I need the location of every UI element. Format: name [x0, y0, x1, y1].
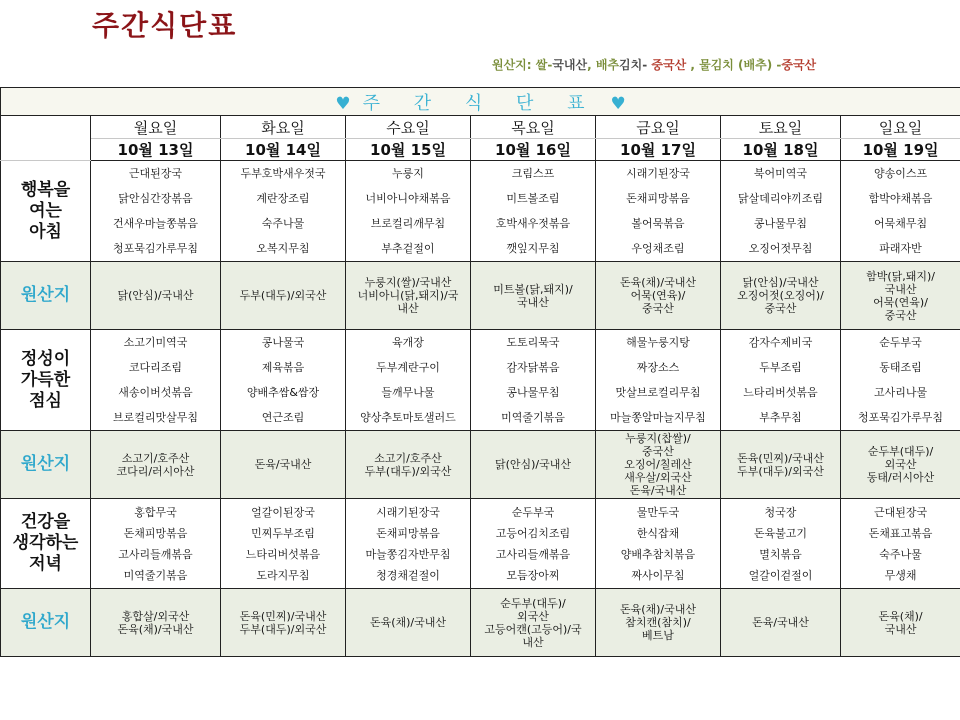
menu-cell — [346, 330, 471, 431]
date-header: 10월 19일 — [841, 139, 960, 161]
menu-item: 돈채피망볶음 — [376, 526, 440, 540]
meal-label-line: 아침 — [29, 221, 62, 242]
menu-item: 도토리묵국 — [506, 336, 560, 349]
menu-item: 너비아니야채볶음 — [365, 192, 451, 205]
origin-line: 순두부(대두)/ — [500, 596, 566, 610]
origin-line: 고등어캔(고등어)/국 — [484, 622, 582, 636]
origin-cell — [471, 589, 596, 657]
origin-line: 두부(대두)/외국산 — [239, 622, 327, 636]
origin-cell — [346, 589, 471, 657]
origin-cell — [841, 589, 960, 657]
menu-item: 청경채겉절이 — [376, 568, 440, 582]
menu-item: 무생채 — [884, 568, 917, 582]
origin-cell — [221, 589, 346, 657]
origin-note-part: , 배추 — [587, 58, 620, 72]
corner-cell — [1, 116, 91, 161]
origin-cell — [841, 262, 960, 330]
menu-item: 크림스프 — [511, 167, 555, 180]
origin-line: 중국산 — [764, 302, 797, 315]
origin-line: 미트볼(닭,돼지)/ — [493, 282, 573, 296]
menu-item: 순두부국 — [879, 336, 922, 349]
origin-line: 돈육(채)/국내산 — [369, 616, 447, 629]
origin-cell — [841, 431, 960, 499]
origin-cell — [346, 431, 471, 499]
meal-label-line: 행복을 — [20, 179, 71, 200]
meal-row — [1, 330, 960, 431]
weekly-menu-table — [0, 87, 960, 657]
origin-line: 동태/러시아산 — [866, 471, 935, 484]
meal-label-line: 점심 — [29, 390, 62, 411]
origin-note-prefix: 원산지: — [492, 58, 536, 72]
menu-item: 민찌두부조림 — [251, 526, 315, 540]
origin-line: 홍합살/외국산 — [121, 609, 190, 623]
origin-row — [1, 589, 960, 657]
date-header-row — [1, 139, 960, 161]
menu-cell — [221, 330, 346, 431]
date-header: 10월 16일 — [471, 139, 596, 161]
table-title: 주 간 식 단 표 — [362, 92, 599, 114]
origin-line: 소고기/호주산 — [121, 451, 190, 465]
menu-cell — [841, 499, 960, 589]
table-title-row — [1, 88, 960, 116]
menu-item: 청국장 — [764, 505, 797, 519]
date-header: 10월 18일 — [721, 139, 841, 161]
menu-cell — [471, 330, 596, 431]
meal-label-line: 생각하는 — [12, 533, 79, 553]
menu-item: 순두부국 — [511, 505, 555, 519]
origin-line: 어묵(연육)/ — [873, 295, 928, 309]
origin-line: 돈육(채)/ — [878, 609, 923, 623]
menu-item: 느타리버섯볶음 — [743, 386, 818, 399]
origin-cell — [596, 589, 721, 657]
menu-item: 어묵채무침 — [873, 217, 928, 230]
menu-cell — [596, 161, 721, 262]
origin-line: 새우살/외국산 — [624, 471, 692, 484]
menu-item: 청포묵김가루무침 — [858, 411, 944, 424]
menu-item: 양배추쌈&쌈장 — [246, 386, 320, 399]
origin-line: 돈육/국내산 — [752, 616, 809, 629]
menu-item: 닭살데리야끼조림 — [737, 192, 823, 205]
menu-cell — [596, 330, 721, 431]
menu-item: 새송이버섯볶음 — [118, 386, 193, 399]
origin-cell — [91, 431, 221, 499]
menu-item: 맛살브로컬리무침 — [615, 386, 701, 399]
origin-cell — [471, 431, 596, 499]
meal-label-line: 여는 — [29, 200, 62, 221]
origin-row — [1, 431, 960, 499]
origin-cell — [721, 589, 841, 657]
origin-line: 오징어젓(오징어)/ — [737, 289, 824, 302]
origin-line: 돈육(민찌)/국내산 — [239, 609, 327, 623]
date-header: 10월 14일 — [221, 139, 346, 161]
menu-item: 파래자반 — [879, 242, 922, 255]
menu-item: 근대된장국 — [128, 167, 183, 180]
origin-cell — [91, 262, 221, 330]
heart-icon: ♥ — [335, 93, 351, 114]
menu-item: 마늘쫑알마늘지무침 — [610, 411, 706, 424]
menu-item: 물만두국 — [636, 505, 680, 519]
menu-item: 시래기된장국 — [626, 167, 690, 180]
menu-item: 부추무침 — [759, 411, 802, 424]
menu-item: 근대된장국 — [873, 505, 928, 519]
origin-line: 코다리/러시아산 — [116, 464, 195, 478]
origin-note-part: 김치- — [619, 58, 648, 72]
date-header: 10월 15일 — [346, 139, 471, 161]
origin-line: 닭(안심)/국내산 — [117, 289, 194, 302]
menu-item: 호박새우젓볶음 — [495, 217, 571, 230]
menu-item: 짜사이무침 — [631, 568, 685, 582]
menu-item: 육개장 — [392, 336, 424, 349]
meal-row — [1, 499, 960, 589]
menu-item: 멸치볶음 — [759, 547, 802, 561]
menu-item: 감자수제비국 — [748, 336, 813, 349]
origin-line: 돈육/국내산 — [629, 484, 687, 497]
meal-label-line: 저녁 — [29, 554, 62, 574]
origin-label: 원산지 — [1, 589, 91, 657]
menu-item: 함박야채볶음 — [868, 192, 933, 205]
menu-item: 깻잎지무침 — [506, 242, 560, 255]
menu-cell — [841, 330, 960, 431]
menu-item: 양상추토마토샐러드 — [360, 411, 456, 424]
origin-line: 오징어/칠레산 — [624, 458, 692, 471]
menu-item: 마늘쫑김자반무침 — [365, 547, 451, 561]
menu-item: 닭안심간장볶음 — [118, 192, 193, 205]
menu-cell — [91, 330, 221, 431]
menu-cell — [91, 161, 221, 262]
origin-note-part: 중국산 — [647, 58, 687, 72]
origin-note-part: 중국산 — [781, 58, 817, 72]
day-header: 일요일 — [841, 116, 960, 139]
heart-icon: ♥ — [610, 93, 626, 114]
day-header: 화요일 — [221, 116, 346, 139]
origin-line: 국내산 — [517, 295, 549, 309]
origin-line: 두부(대두)/외국산 — [364, 464, 452, 478]
origin-line: 중국산 — [642, 302, 674, 315]
menu-item: 돈채피망볶음 — [626, 192, 690, 205]
menu-cell — [841, 161, 960, 262]
menu-item: 동태조림 — [879, 361, 922, 374]
day-header: 금요일 — [596, 116, 721, 139]
menu-cell — [721, 161, 841, 262]
menu-item: 우엉채조림 — [631, 242, 685, 255]
page-title: 주간식단표 — [92, 9, 238, 42]
menu-item: 홍합무국 — [134, 505, 177, 519]
menu-item: 계란장조림 — [256, 192, 310, 205]
origin-line: 어묵(연육)/ — [630, 289, 686, 302]
origin-note — [492, 56, 816, 73]
meal-label-line: 건강을 — [20, 512, 71, 532]
meal-row — [1, 161, 960, 262]
origin-cell — [721, 262, 841, 330]
menu-cell — [721, 330, 841, 431]
menu-item: 들깨무나물 — [381, 386, 435, 399]
menu-item: 오복지무침 — [256, 242, 310, 255]
menu-cell — [596, 499, 721, 589]
menu-item: 콩나물무침 — [753, 217, 808, 230]
menu-cell — [471, 499, 596, 589]
menu-item: 제육볶음 — [261, 361, 305, 374]
origin-line: 외국산 — [884, 458, 917, 471]
origin-label: 원산지 — [1, 431, 91, 499]
menu-item: 미역줄기볶음 — [123, 568, 188, 582]
menu-item: 짜장소스 — [636, 361, 680, 374]
origin-line: 돈육(채)/국내산 — [117, 622, 194, 636]
menu-cell — [221, 161, 346, 262]
menu-item: 오징어젓무침 — [748, 242, 813, 255]
origin-line: 돈육/국내산 — [254, 458, 312, 471]
meal-label — [1, 161, 91, 262]
menu-cell — [221, 499, 346, 589]
menu-item: 고등어김치조림 — [495, 526, 571, 540]
menu-item: 모듬장아찌 — [506, 568, 560, 582]
origin-line: 두부(대두)/외국산 — [737, 464, 824, 478]
origin-line: 소고기/호주산 — [374, 451, 442, 465]
menu-item: 콩나물국 — [261, 336, 305, 349]
meal-label — [1, 330, 91, 431]
origin-cell — [721, 431, 841, 499]
origin-line: 돈육(민찌)/국내산 — [737, 451, 824, 465]
menu-item: 건새우마늘쫑볶음 — [112, 217, 198, 230]
origin-row — [1, 262, 960, 330]
meal-label — [1, 499, 91, 589]
origin-line: 참치캔(참치)/ — [625, 616, 691, 629]
day-header: 수요일 — [346, 116, 471, 139]
menu-item: 양송이스프 — [873, 167, 928, 180]
meal-label-line: 가득한 — [20, 369, 71, 390]
origin-line: 내산 — [397, 302, 419, 315]
origin-line: 국내산 — [884, 622, 917, 636]
menu-item: 돈육불고기 — [753, 526, 808, 540]
menu-item: 한식잡채 — [636, 526, 680, 540]
date-header: 10월 17일 — [596, 139, 721, 161]
menu-cell — [346, 161, 471, 262]
menu-item: 볼어묵볶음 — [631, 217, 685, 230]
menu-item: 미트볼조림 — [506, 192, 560, 205]
menu-item: 미역줄기볶음 — [501, 411, 565, 424]
menu-item: 브로컬리맛살무침 — [112, 411, 198, 424]
menu-item: 두부조림 — [759, 361, 802, 374]
day-header: 토요일 — [721, 116, 841, 139]
menu-item: 두부계란구이 — [376, 361, 440, 374]
menu-item: 감자닭볶음 — [506, 361, 560, 374]
menu-item: 얼갈이된장국 — [251, 505, 315, 519]
origin-line: 내산 — [522, 635, 544, 649]
origin-line: 닭(안심)/국내산 — [494, 458, 572, 471]
origin-line: 누룽지(찹쌀)/ — [625, 432, 691, 445]
menu-item: 브로컬리깨무침 — [370, 217, 446, 230]
origin-line: 순두부(대두)/ — [867, 445, 934, 458]
menu-cell — [471, 161, 596, 262]
origin-line: 돈육(채)/국내산 — [619, 276, 697, 289]
menu-item: 얼갈이겉절이 — [748, 568, 813, 582]
menu-item: 고사리들깨볶음 — [495, 547, 571, 561]
origin-cell — [221, 431, 346, 499]
origin-label: 원산지 — [1, 262, 91, 330]
origin-cell — [596, 431, 721, 499]
date-header: 10월 13일 — [91, 139, 221, 161]
menu-item: 숙주나물 — [261, 217, 305, 230]
menu-item: 소고기미역국 — [123, 336, 188, 349]
origin-cell — [346, 262, 471, 330]
menu-item: 청포묵김가루무침 — [112, 242, 198, 255]
origin-line: 중국산 — [642, 445, 674, 458]
menu-item: 고사리들깨볶음 — [118, 547, 193, 561]
origin-line: 함박(닭,돼지)/ — [866, 269, 935, 283]
origin-line: 중국산 — [884, 308, 917, 322]
origin-line: 외국산 — [517, 609, 549, 623]
menu-item: 시래기된장국 — [376, 505, 440, 519]
day-header: 월요일 — [91, 116, 221, 139]
menu-item: 숙주나물 — [879, 547, 922, 561]
origin-cell — [471, 262, 596, 330]
origin-note-part: 국내산 — [552, 58, 588, 72]
menu-item: 코다리조림 — [128, 361, 183, 374]
menu-item: 북어미역국 — [753, 167, 808, 180]
origin-line: 돈육(채)/국내산 — [619, 603, 697, 616]
origin-line: 누룽지(쌀)/국내산 — [364, 276, 452, 289]
origin-note-part: 쌀- — [535, 58, 553, 72]
origin-cell — [596, 262, 721, 330]
origin-line: 국내산 — [884, 282, 917, 296]
table-title-cell — [1, 88, 960, 116]
origin-cell — [91, 589, 221, 657]
menu-item: 콩나물무침 — [506, 386, 560, 399]
menu-cell — [346, 499, 471, 589]
origin-line: 두부(대두)/외국산 — [239, 289, 327, 302]
menu-item: 양배추참치볶음 — [620, 547, 696, 561]
origin-note-part: , 물김치 (배추) - — [686, 58, 782, 72]
meal-label-line: 정성이 — [20, 348, 71, 369]
menu-item: 해물누룽지탕 — [626, 336, 690, 349]
menu-item: 두부호박새우젓국 — [240, 167, 326, 180]
origin-line: 닭(안심)/국내산 — [742, 276, 819, 289]
origin-line: 너비아니(닭,돼지)/국 — [357, 289, 459, 302]
menu-item: 도라지무침 — [256, 568, 310, 582]
menu-item: 느타리버섯볶음 — [245, 547, 321, 561]
menu-item: 부추겉절이 — [381, 242, 435, 255]
menu-item: 고사리나물 — [873, 386, 928, 399]
day-header-row — [1, 116, 960, 139]
menu-item: 연근조림 — [261, 411, 305, 424]
origin-cell — [221, 262, 346, 330]
menu-cell — [91, 499, 221, 589]
origin-line: 베트남 — [642, 629, 674, 642]
day-header: 목요일 — [471, 116, 596, 139]
menu-cell — [721, 499, 841, 589]
menu-item: 돈채표고볶음 — [868, 526, 933, 540]
menu-item: 누룽지 — [392, 167, 424, 180]
menu-item: 돈채피망볶음 — [123, 526, 188, 540]
